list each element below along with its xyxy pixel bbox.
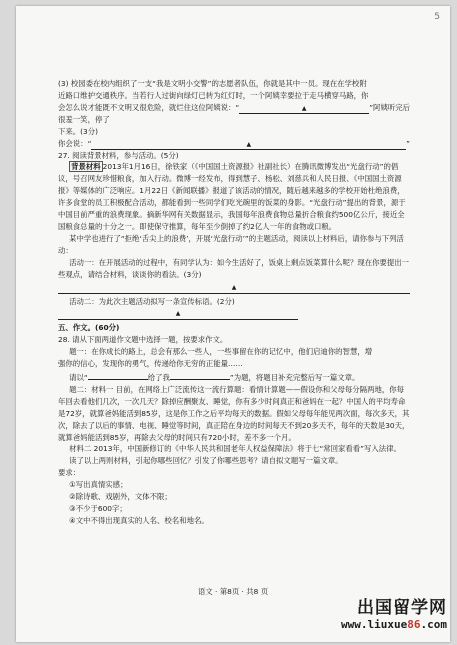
activity-1-answer-line[interactable]: ▲ (58, 283, 410, 294)
q3-answer-suffix: ” (406, 138, 410, 148)
exam-page (16, 6, 450, 642)
requirement-1: ①写出真情实感； (69, 480, 128, 490)
background-tag: 背景材料 (71, 162, 101, 172)
activity-2: 活动二：为此次主题活动拟写一条宣传标语。(2分) (69, 296, 235, 306)
requirement-4: ④文中不得出现真实的人名、校名和地名。 (69, 515, 209, 525)
q3-line-3-tail: ”阿姨听完后很羞一笑，停了 (58, 102, 411, 124)
watermark-url-prefix: www.liuxue (341, 618, 408, 631)
requirements-label: 要求： (58, 468, 81, 478)
title1-prompt-pre: 请以“ (69, 373, 88, 383)
activity-2-answer-line[interactable]: ▲ (58, 309, 298, 320)
q27-title: 27. 阅读背景材料，参与活动。(5分) (58, 150, 179, 160)
background-text: 2013年1月16日，徐铁家（《中国国土资源报》社副社长）在腾讯微博发出“光盘行动”的倡议，号召网友珍惜粮食，加入行动。微博一经发布，得到慧子、杨松、刘慈兵和人民日报、《中国国土资源报》等媒体的广泛响应。1月22日《新闻联播》报道了该活动的情况，随后越来越多的学校开始杜绝浪费，许多食堂的员工积极配合活动，都能看到一些同学们吃光碗里的饭菜的身影。“光盘行动”提出的背景，源于中国目前严重的浪费现象。摘新华网有关数据显示，我国每年浪费食物总量折合粮食约500亿公斤，接近全国粮食总量的十分之一。即使保守推算，每年至少倒掉了约2亿人一年的食物或口粮。 (58, 162, 406, 231)
corner-mark: 5 (434, 12, 440, 22)
title2-material-1: 题二：材料一 目前，在网络上广泛流传这一流行算题：看情计算题——假设你和父母每分隔两地，你每年回去看他们几次，一次几天？除掉应酬聚友、睡觉，你有多少时间真正和爸妈在一起？中国人的平均寿命是72岁，就算爸妈能活到85岁，这是你工作之后平均每天的数据。假如父母每年能见两次面，每次多天，其次，除去了以后的事情、电视、睡觉等时间，真正陪在身边的时间每天不到20多天不，每年的天数是30天，就算爸妈能活到85岁，再除去父母的时间只有720小时，差不多一个月。 (58, 384, 410, 442)
title1-prompt (58, 370, 410, 384)
q3-line-1: (3) 校园委在校内组织了一支“我是文明小交警”的志愿者队伍，你就是其中一员。现在在学校附 (58, 79, 367, 88)
title2-instruction: 读了以上两则材料，引起你哪些回忆？引发了你哪些思考？请自拟文题写一篇文章。 (69, 456, 343, 466)
site-watermark (341, 593, 447, 631)
requirement-2: ②除诗歌、戏剧外，文体不限； (69, 492, 172, 502)
title1-line-1: 题一：在你成长的路上，总会有那么一些人，一些事留在你的记忆中，他们启迪你的智慧，增 (69, 347, 373, 357)
title1-line-2: 强你的信心，发现你的勇气，传递给你无穷的正能量…… (58, 359, 243, 369)
q3-line-4: 下来。(3分) (58, 126, 99, 136)
q28-instruction: 28. 请从下面两道作文题中选择一题，按要求作文。 (58, 335, 228, 345)
background-material (58, 161, 410, 232)
q3-answer-row (58, 138, 410, 150)
q3-line-3-text: 会怎么说才能既不文明又很危险，就烂住这位阿姨说：“ (58, 102, 240, 112)
watermark-url-accent: 86 (407, 618, 421, 631)
q3-line-3 (58, 102, 410, 126)
title1-prompt-post: ”为题，将题目补充完整后写一篇文章。 (229, 373, 360, 383)
section-5-heading: 五、作文。(60分) (58, 323, 120, 333)
watermark-url (341, 618, 447, 631)
page-footer: 语文 · 第8页 · 共8 页 (197, 587, 269, 596)
title1-blank-1[interactable] (88, 370, 148, 380)
q3-line-2: 近路口维护交通秩序。当若行人过街向绿灯已转为红灯时，一个阿姨幸要拉于走马横穿马路，你 (58, 90, 369, 100)
watermark-title: 出国留学网 (357, 598, 447, 618)
q3-inline-blank[interactable]: ▲ (239, 104, 369, 114)
page-content (58, 78, 410, 527)
title1-prompt-mid: 给了我 (147, 373, 170, 383)
activity-intro: 某中学也进行了“拒绝‘舌尖上的浪费’，开展‘光盘行动’”的主题活动，阅读以上材料后，请你参与下列活动： (58, 233, 404, 255)
title2-material-2: 材料二 2013年，中国新修订的《中华人民共和国老年人权益保障法》将于七“常回家看看”写入法律。 (69, 444, 401, 454)
title1-blank-2[interactable] (170, 370, 230, 380)
q3-answer-prefix: 你会说：“ (58, 138, 92, 148)
requirement-3: ③不少于600字； (69, 504, 127, 513)
q3-answer-line[interactable]: ▲ (91, 140, 406, 150)
watermark-url-suffix: .com (420, 618, 447, 631)
activity-1: 活动一：在开展活动的过程中，有同学认为：如今生活好了，饭桌上剩点饭菜算什么呢？现在你要提出一些观点，请结合材料，谈谈你的看法。(3分) (58, 257, 410, 279)
